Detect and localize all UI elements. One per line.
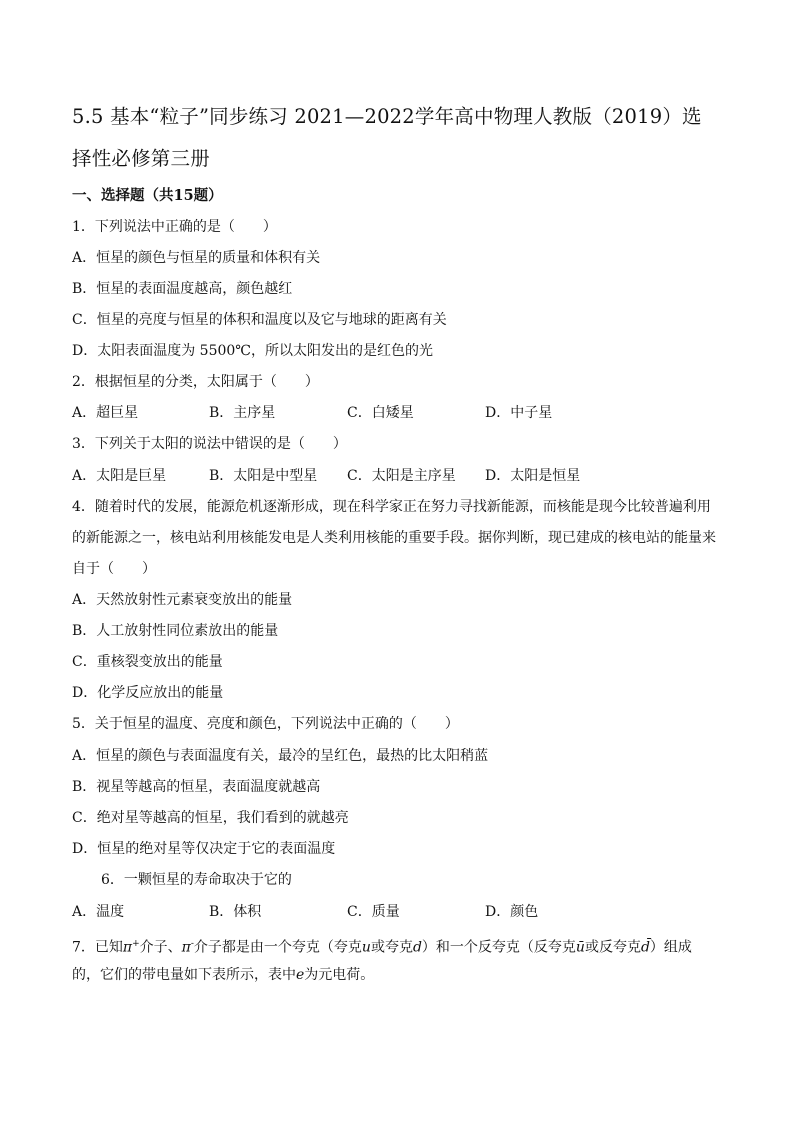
pi-plus-symbol: π bbox=[122, 939, 133, 956]
question-4-option-c: C．重核裂变放出的能量 bbox=[72, 654, 223, 670]
q7-text-5: ）和一个反夸克（反夸克 bbox=[421, 939, 576, 956]
q7-line2-end: 为元电荷。 bbox=[304, 967, 375, 983]
question-3-option-c: C．太阳是主序星 bbox=[347, 468, 456, 484]
q7-text-3: 介子都是由一个夸克（夸克 bbox=[193, 939, 362, 956]
question-4-option-d: D．化学反应放出的能量 bbox=[72, 685, 224, 701]
question-4-stem-line-3: 自于（ ） bbox=[72, 561, 156, 577]
question-2-option-b: B．主序星 bbox=[209, 405, 276, 421]
question-3-option-a: A．太阳是巨星 bbox=[72, 468, 167, 484]
document-title-line-1: 5.5 基本“粒子”同步练习 2021—2022学年高中物理人教版（2019）选 bbox=[72, 105, 702, 128]
question-1-stem: 1．下列说法中正确的是（ ） bbox=[72, 219, 277, 235]
antiquark-d-symbol: d̄ bbox=[640, 939, 650, 956]
question-4-option-b: B．人工放射性同位素放出的能量 bbox=[72, 623, 279, 639]
question-7-stem-line-1 bbox=[72, 934, 732, 958]
question-6-option-d: D．颜色 bbox=[485, 904, 539, 920]
question-4-option-a: A．天然放射性元素衰变放出的能量 bbox=[72, 592, 293, 608]
question-1-option-a: A．恒星的颜色与恒星的质量和体积有关 bbox=[72, 250, 321, 266]
pi-minus-symbol: π bbox=[181, 939, 191, 956]
question-6-stem: 6．一颗恒星的寿命取决于它的 bbox=[101, 872, 292, 888]
question-3-option-b: B．太阳是中型星 bbox=[209, 468, 318, 484]
question-7-stem-line-2 bbox=[72, 965, 732, 985]
q7-text-4: 或夸克 bbox=[370, 939, 413, 956]
question-2-option-c: C．白矮星 bbox=[347, 405, 414, 421]
q7-text-1: 7．已知 bbox=[72, 939, 123, 956]
q7-text-6: 或反夸克 bbox=[584, 939, 641, 956]
question-3-option-d: D．太阳是恒星 bbox=[485, 468, 581, 484]
question-6-option-b: B．体积 bbox=[209, 904, 262, 920]
q7-line2-text: 的，它们的带电量如下表所示，表中 bbox=[72, 967, 296, 983]
quark-d-symbol: d bbox=[412, 939, 422, 956]
question-5-stem: 5．关于恒星的温度、亮度和颜色，下列说法中正确的（ ） bbox=[72, 716, 459, 732]
question-5-option-b: B．视星等越高的恒星，表面温度就越高 bbox=[72, 779, 321, 795]
question-2-stem: 2．根据恒星的分类，太阳属于（ ） bbox=[72, 374, 319, 390]
pi-plus-superscript: + bbox=[132, 939, 140, 949]
elementary-charge-symbol: e bbox=[296, 967, 305, 983]
question-1-option-b: B．恒星的表面温度越高，颜色越红 bbox=[72, 281, 293, 297]
antiquark-u-symbol: ū bbox=[575, 939, 585, 956]
quark-u-symbol: u bbox=[361, 939, 371, 956]
question-6-option-a: A．温度 bbox=[72, 904, 125, 920]
question-2-option-a: A．超巨星 bbox=[72, 405, 139, 421]
question-5-option-d: D．恒星的绝对星等仅决定于它的表面温度 bbox=[72, 841, 336, 857]
question-1-option-c: C．恒星的亮度与恒星的体积和温度以及它与地球的距离有关 bbox=[72, 312, 447, 328]
question-1-option-d: D．太阳表面温度为 5500℃，所以太阳发出的是红色的光 bbox=[72, 343, 433, 359]
question-4-stem-line-1: 4．随着时代的发展，能源危机逐渐形成，现在科学家正在努力寻找新能源，而核能是现今比较普遍利用 bbox=[72, 499, 711, 515]
question-5-option-a: A．恒星的颜色与表面温度有关，最冷的呈红色，最热的比太阳稍蓝 bbox=[72, 748, 489, 764]
q7-text-7: ）组成 bbox=[649, 939, 692, 956]
document-title-line-2: 择性必修第三册 bbox=[72, 147, 210, 170]
question-4-stem-line-2: 的新能源之一，核电站利用核能发电是人类利用核能的重要手段。据你判断，现已建成的核电站的能量来 bbox=[72, 530, 716, 546]
question-6-option-c: C．质量 bbox=[347, 904, 400, 920]
question-2-option-d: D．中子星 bbox=[485, 405, 553, 421]
question-3-stem: 3．下列关于太阳的说法中错误的是（ ） bbox=[72, 436, 347, 452]
q7-text-2: 介子、 bbox=[139, 939, 182, 956]
pi-minus-superscript: - bbox=[190, 939, 194, 949]
question-5-option-c: C．绝对星等越高的恒星，我们看到的就越亮 bbox=[72, 810, 349, 826]
section-heading: 一、选择题（共15题） bbox=[72, 187, 223, 204]
